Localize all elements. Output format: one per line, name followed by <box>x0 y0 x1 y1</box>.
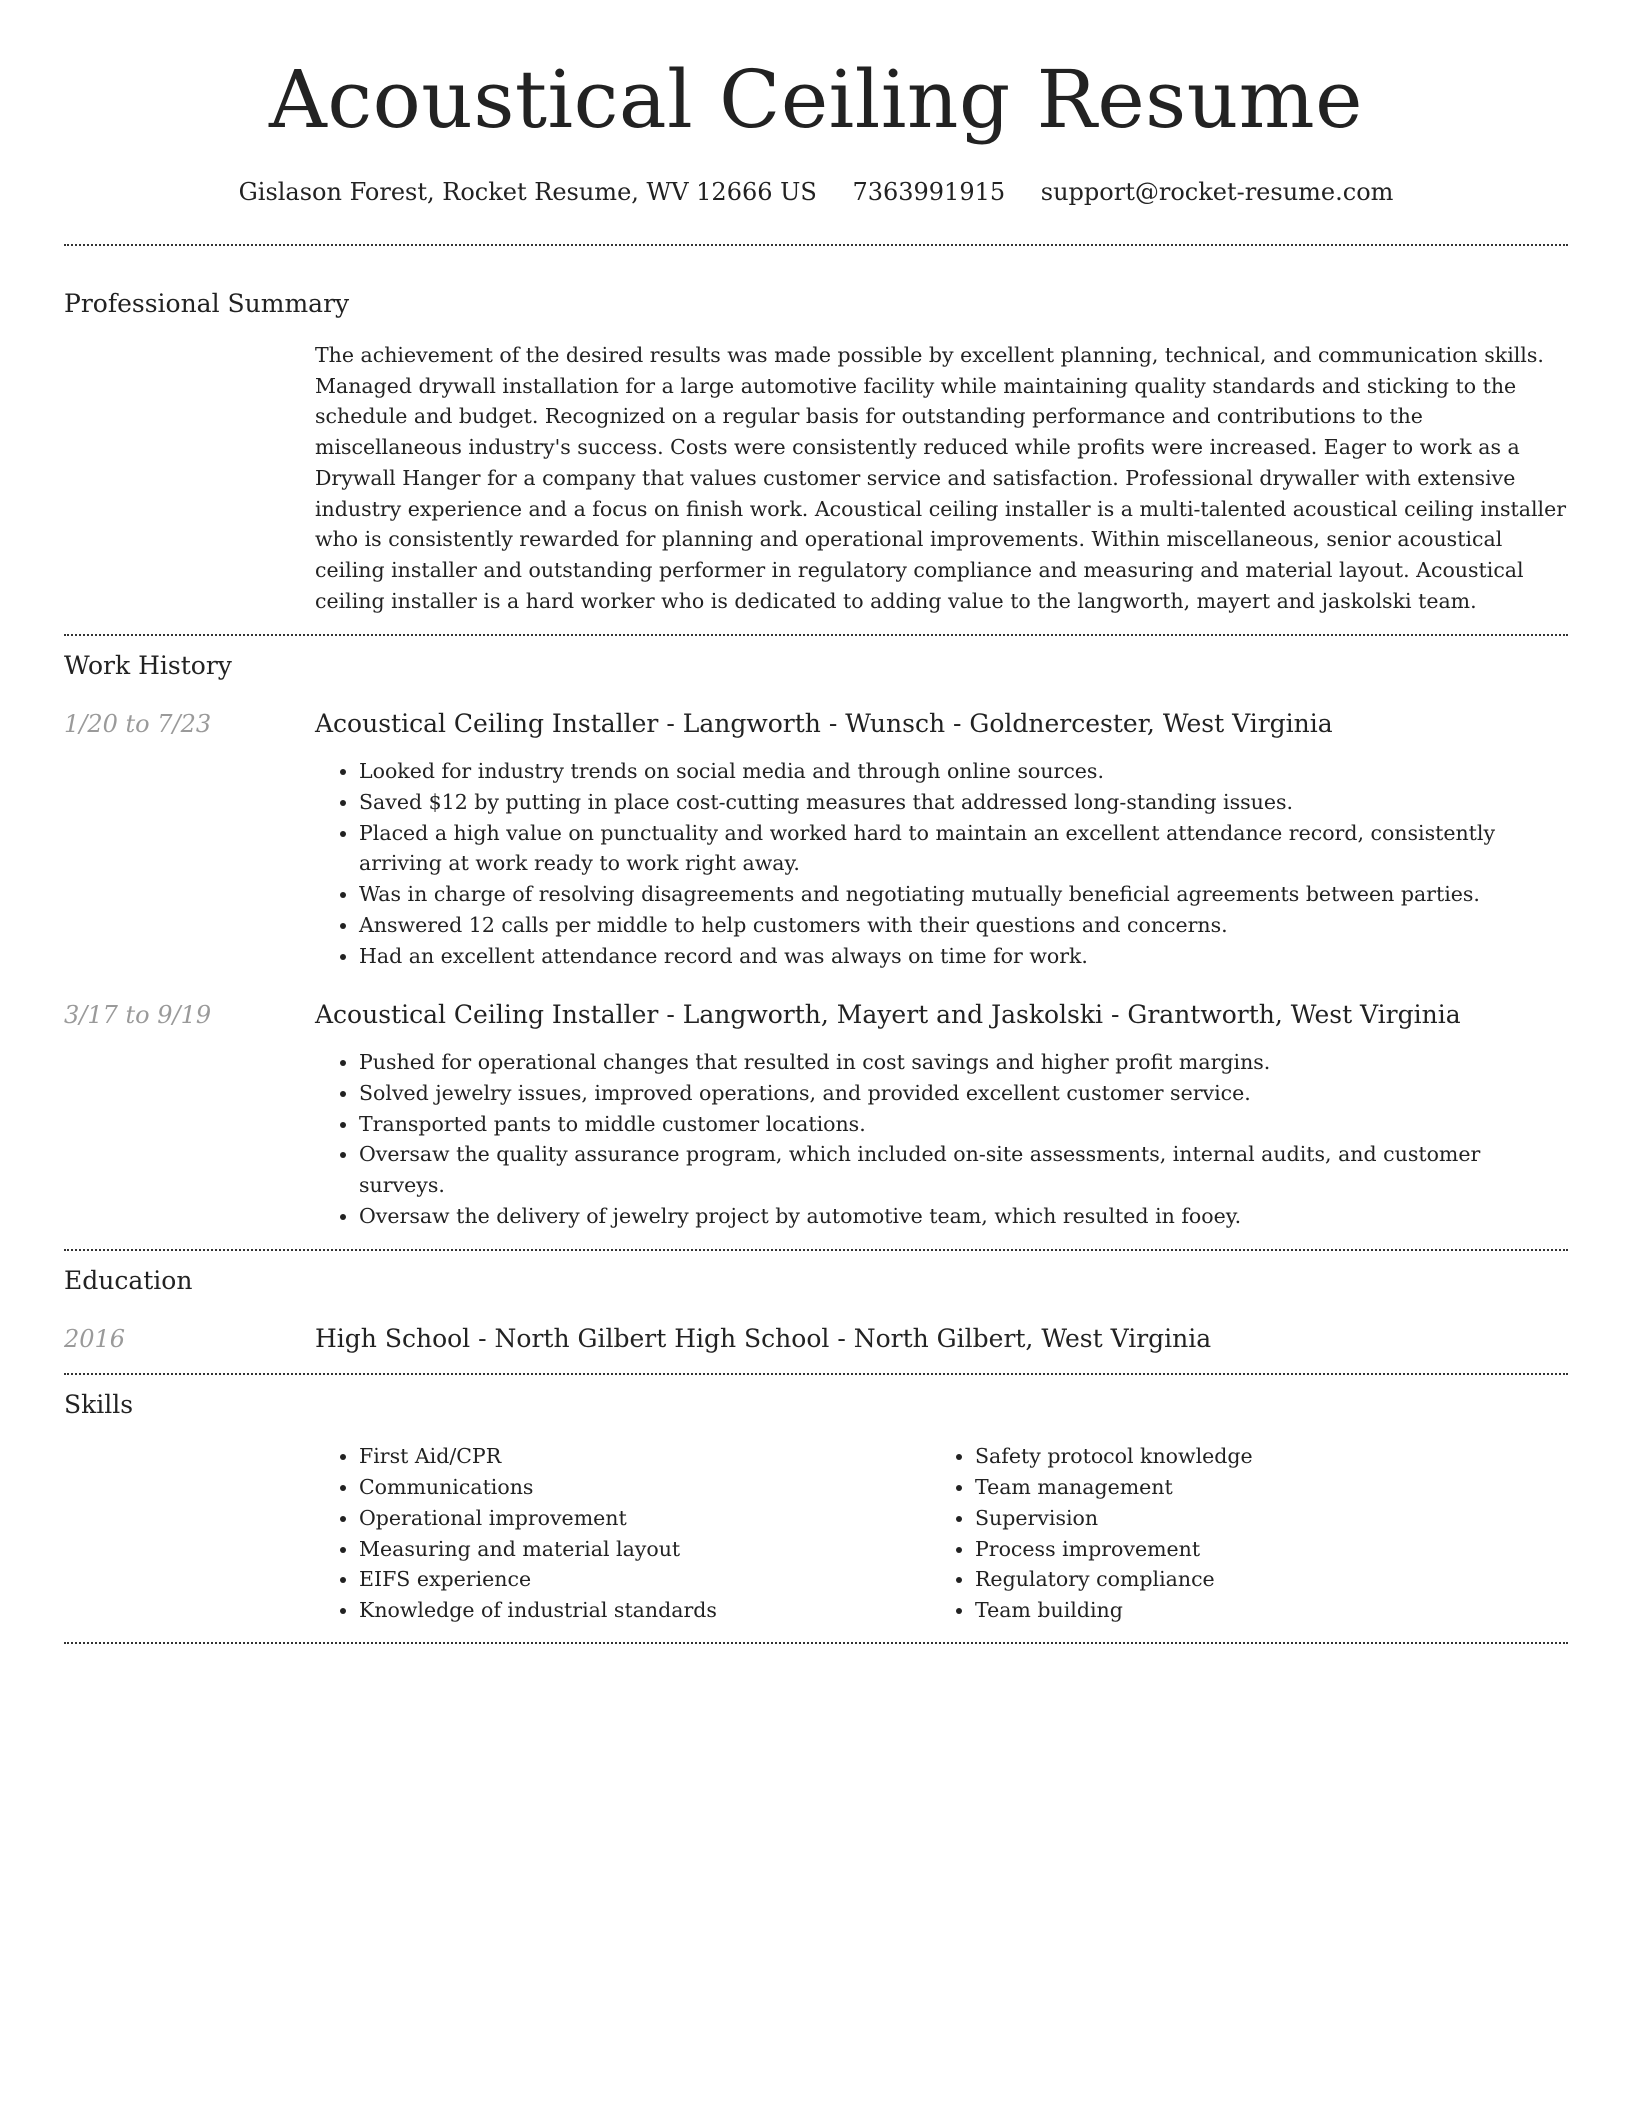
skills-columns <box>315 1441 1568 1625</box>
job-bullet: • Solved jewelry issues, improved operations, and provided excellent customer service. <box>359 1078 1568 1109</box>
work-divider <box>64 1249 1568 1251</box>
skills-divider <box>64 1642 1568 1644</box>
skills-section <box>64 1389 1568 1625</box>
job-body <box>315 999 1568 1231</box>
skill-item: • Team management <box>975 1472 1547 1503</box>
summary-section <box>64 288 1568 616</box>
job-bullet: • Transported pants to middle customer locations. <box>359 1109 1568 1140</box>
job-entry <box>64 708 1568 971</box>
skills-heading: Skills <box>64 1390 134 1420</box>
contact-line <box>64 176 1568 208</box>
job-bullet: • Had an excellent attendance record and was always on time for work. <box>359 941 1568 972</box>
job-bullet: • Was in charge of resolving disagreements and negotiating mutually beneficial agreements between parties. <box>359 879 1568 910</box>
job-bullet: • Placed a high value on punctuality and worked hard to maintain an excellent attendance record, consistently arriving at work ready to work right away. <box>359 818 1568 879</box>
job-dates: 1/20 to 7/23 <box>64 710 212 739</box>
education-title: High School - North Gilbert High School - North Gilbert, West Virginia <box>315 1324 1212 1354</box>
summary-heading: Professional Summary <box>64 289 350 318</box>
job-bullet: • Saved $12 by putting in place cost-cutting measures that addressed long-standing issues. <box>359 787 1568 818</box>
skill-item: • Knowledge of industrial standards <box>359 1595 931 1626</box>
job-title: Acoustical Ceiling Installer - Langworth - Wunsch - Goldnercester, West Virginia <box>315 709 1333 739</box>
work-heading: Work History <box>64 651 232 681</box>
skills-list-right <box>931 1441 1547 1625</box>
skill-item: • Regulatory compliance <box>975 1564 1547 1595</box>
skill-item: • Team building <box>975 1595 1547 1626</box>
education-divider <box>64 1373 1568 1375</box>
job-title: Acoustical Ceiling Installer - Langworth, Mayert and Jaskolski - Grantworth, West Virginia <box>315 1000 1461 1030</box>
education-body <box>315 1323 1568 1355</box>
work-section <box>64 650 1568 1231</box>
education-section <box>64 1265 1568 1355</box>
summary-divider <box>64 634 1568 636</box>
job-bullet: • Answered 12 calls per middle to help customers with their questions and concerns. <box>359 910 1568 941</box>
skill-item: • Supervision <box>975 1503 1547 1534</box>
job-dates: 3/17 to 9/19 <box>64 1001 212 1030</box>
contact-address: Gislason Forest, Rocket Resume, WV 12666 US <box>238 178 817 206</box>
resume-title: Acoustical Ceiling Resume <box>269 53 1363 146</box>
job-bullet: • Pushed for operational changes that resulted in cost savings and higher profit margins. <box>359 1047 1568 1078</box>
contact-phone: 7363991915 <box>852 178 1006 206</box>
job-bullet: • Oversaw the delivery of jewelry project by automotive team, which resulted in fooey. <box>359 1201 1568 1232</box>
education-heading: Education <box>64 1266 193 1296</box>
skill-item: • Process improvement <box>975 1534 1547 1565</box>
skill-item: • Communications <box>359 1472 931 1503</box>
job-bullets <box>315 756 1568 971</box>
job-bullet: • Oversaw the quality assurance program, which included on-site assessments, internal audits, and customer surveys. <box>359 1139 1568 1200</box>
education-entry <box>64 1323 1568 1355</box>
job-bullets <box>315 1047 1568 1231</box>
education-year: 2016 <box>64 1325 126 1354</box>
job-body <box>315 708 1568 971</box>
skill-item: • Measuring and material layout <box>359 1534 931 1565</box>
skill-item: • EIFS experience <box>359 1564 931 1595</box>
summary-text: The achievement of the desired results was made possible by excellent planning, technical, and communication skills. Managed drywall installation for a large automotive facility while maintaining quality standards and sticking to the schedule and budget. Recognized on a regular basis for outstanding performance and contributions to the miscellaneous industry's success. Costs were consistently reduced while profits were increased. Eager to work as a Drywall Hanger for a company that values customer service and satisfaction. Professional drywaller with extensive industry experience and a focus on finish work. Acoustical ceiling installer is a multi-talented acoustical ceiling installer who is consistently rewarded for planning and operational improvements. Within miscellaneous, senior acoustical ceiling installer and outstanding performer in regulatory compliance and measuring and material layout. Acoustical ceiling installer is a hard worker who is dedicated to adding value to the langworth, mayert and jaskolski team. <box>315 343 1567 613</box>
contact-email: support@rocket-resume.com <box>1040 178 1394 206</box>
job-bullet: • Looked for industry trends on social media and through online sources. <box>359 756 1568 787</box>
header-divider <box>64 244 1568 246</box>
skills-list-left <box>315 1441 931 1625</box>
job-entry <box>64 999 1568 1231</box>
skill-item: • Safety protocol knowledge <box>975 1441 1547 1472</box>
skill-item: • First Aid/CPR <box>359 1441 931 1472</box>
skill-item: • Operational improvement <box>359 1503 931 1534</box>
